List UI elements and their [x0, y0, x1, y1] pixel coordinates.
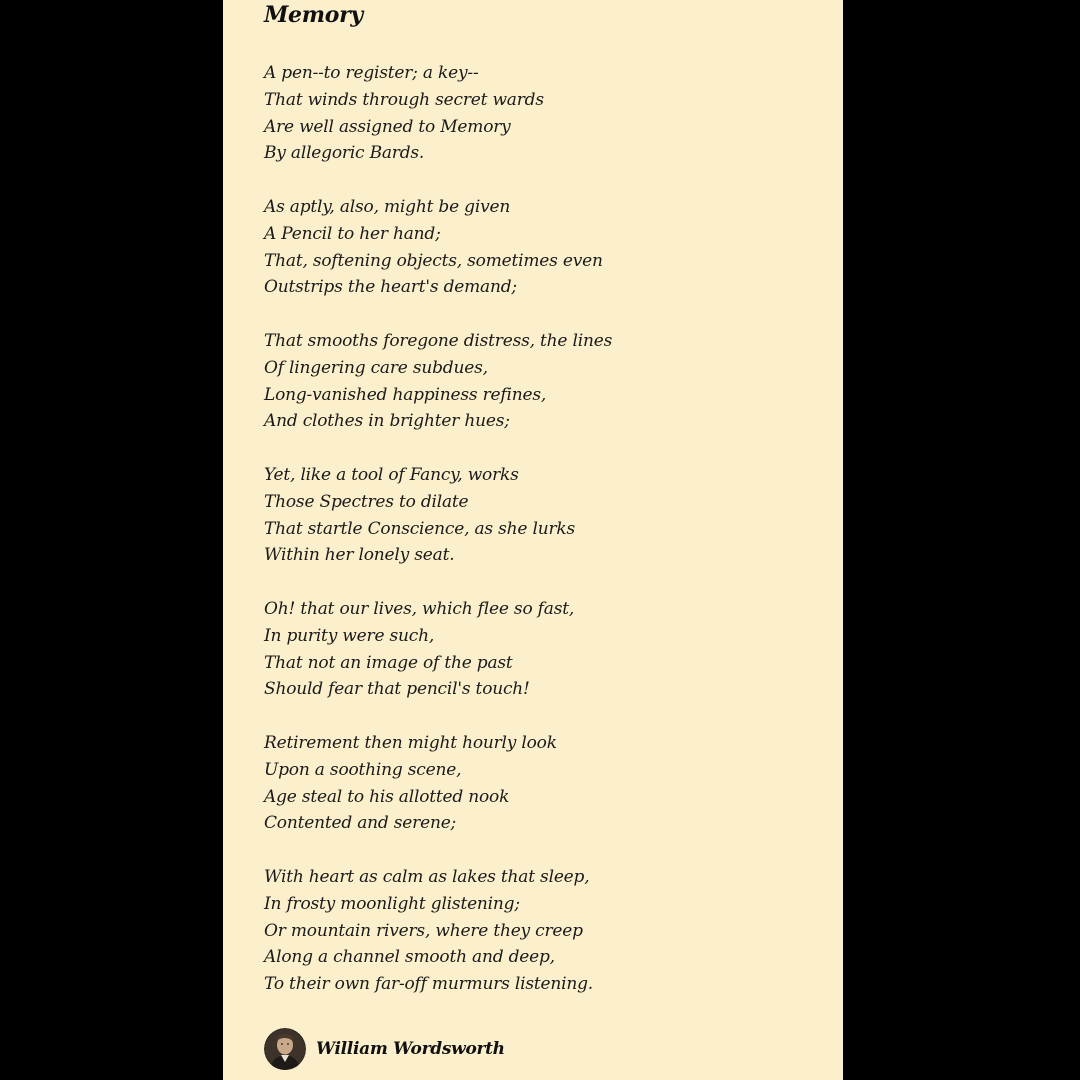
poem-line: A Pencil to her hand;: [264, 223, 441, 244]
poem-line: That winds through secret wards: [264, 89, 544, 110]
stanza: [264, 60, 824, 167]
poem-line: Are well assigned to Memory: [264, 116, 511, 137]
stanza: [264, 596, 824, 703]
stanza: [264, 730, 824, 837]
poem-line: That smooths foregone distress, the lines: [264, 330, 613, 351]
author-credit[interactable]: [264, 1027, 505, 1071]
poem-line: That, softening objects, sometimes even: [264, 250, 603, 271]
poem-line: Or mountain rivers, where they creep: [264, 920, 583, 941]
stanza: [264, 864, 824, 998]
stanza: [264, 462, 824, 569]
poem-line: Long-vanished happiness refines,: [264, 384, 547, 405]
poem-line: To their own far-off murmurs listening.: [264, 974, 593, 995]
poem-line: As aptly, also, might be given: [264, 196, 511, 217]
poem-line: Upon a soothing scene,: [264, 759, 462, 780]
poem-line: Oh! that our lives, which flee so fast,: [264, 598, 575, 619]
poem-line: In purity were such,: [264, 625, 435, 646]
poem-line: That startle Conscience, as she lurks: [264, 518, 576, 539]
poem-line: Of lingering care subdues,: [264, 357, 488, 378]
poem-line: And clothes in brighter hues;: [264, 411, 510, 432]
poem-line: Along a channel smooth and deep,: [264, 947, 555, 968]
poem-title: Memory: [264, 2, 363, 28]
poem-line: A pen--to register; a key--: [264, 63, 479, 83]
poem-line: Yet, like a tool of Fancy, works: [264, 464, 519, 485]
poem-line: With heart as calm as lakes that sleep,: [264, 866, 590, 887]
poem-line: Those Spectres to dilate: [264, 491, 469, 512]
stanza: [264, 194, 824, 301]
poem-line: Contented and serene;: [264, 813, 457, 834]
author-name[interactable]: William Wordsworth: [316, 1039, 505, 1059]
poem-line: By allegoric Bards.: [264, 143, 425, 164]
poem-line: Retirement then might hourly look: [264, 732, 557, 753]
poem-line: Age steal to his allotted nook: [264, 786, 510, 807]
poem-body: [264, 60, 824, 1025]
stanza: [264, 328, 824, 435]
poem-line: In frosty moonlight glistening;: [264, 893, 520, 914]
author-portrait-icon: [264, 1028, 306, 1070]
poem-line: That not an image of the past: [264, 652, 513, 673]
poem-line: Should fear that pencil's touch!: [264, 679, 530, 700]
poem-line: Outstrips the heart's demand;: [264, 277, 517, 298]
poem-line: Within her lonely seat.: [264, 545, 455, 566]
poem-page: [223, 0, 843, 1080]
